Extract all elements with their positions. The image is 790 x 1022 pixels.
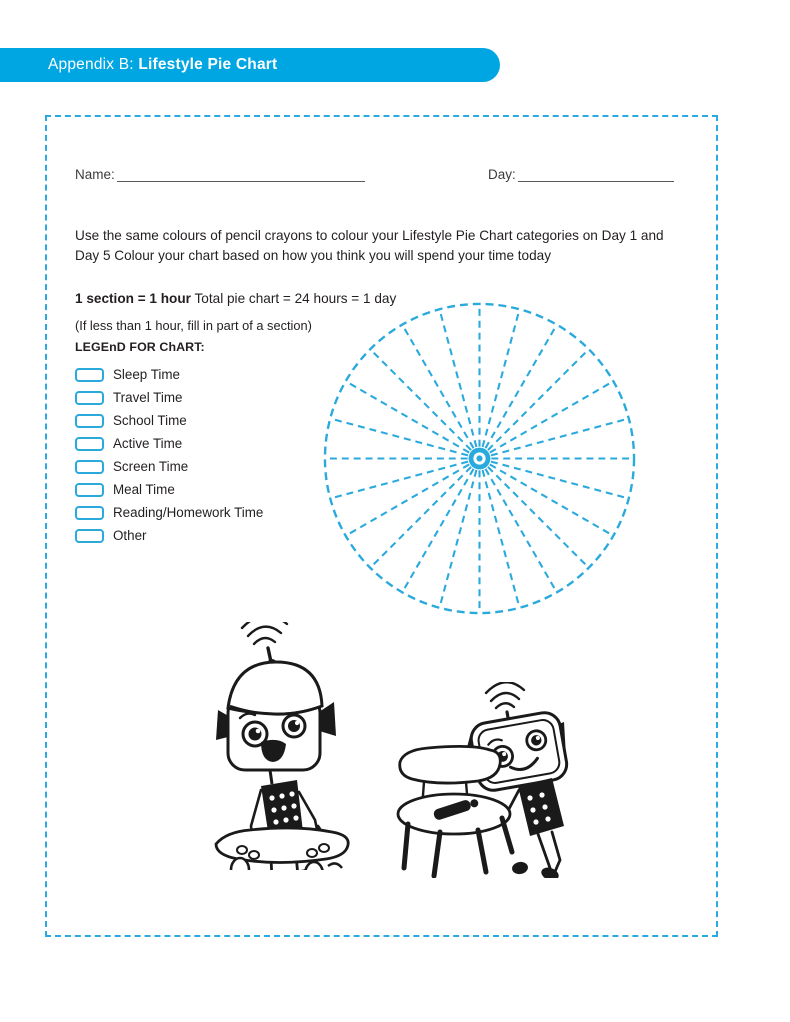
legend-item-other[interactable] <box>75 524 325 547</box>
legend-item-travel-time[interactable] <box>75 386 325 409</box>
pie-chart-section-divider <box>347 382 480 459</box>
robot-with-chair-and-remote-illustration <box>392 682 588 878</box>
legend-item-reading-homework-time[interactable] <box>75 501 325 524</box>
legend-list <box>75 363 325 547</box>
pie-chart-hub-center <box>476 455 482 461</box>
name-field[interactable] <box>75 167 365 182</box>
legend-item-label: School Time <box>113 413 187 428</box>
legend-item-label: Reading/Homework Time <box>113 505 264 520</box>
header-title <box>48 56 277 74</box>
student-info-row <box>75 160 685 182</box>
pie-chart-svg[interactable] <box>321 300 638 617</box>
pie-chart-section-divider <box>480 459 613 536</box>
legend-colour-box[interactable] <box>75 391 104 405</box>
partial-section-note: (If less than 1 hour, fill in part of a section) <box>75 318 312 333</box>
pie-chart-section-divider <box>480 459 557 592</box>
legend-colour-box[interactable] <box>75 414 104 428</box>
section-equation-bold: 1 section = 1 hour <box>75 291 191 306</box>
pie-chart-section-divider <box>347 459 480 536</box>
name-input-rule[interactable] <box>117 167 365 182</box>
instructions-paragraph: Use the same colours of pencil crayons to colour your Lifestyle Pie Chart categories on Day 1 and Day 5 Colour your chart based on how you think you will spend your time today <box>75 228 664 263</box>
header-prefix: Appendix B: <box>48 56 134 73</box>
legend-colour-box[interactable] <box>75 437 104 451</box>
legend-item-label: Screen Time <box>113 459 189 474</box>
pie-chart-section-divider <box>403 459 480 592</box>
day-field[interactable] <box>488 167 674 182</box>
legend-item-label: Other <box>113 528 147 543</box>
robot-on-skateboard-illustration <box>198 622 366 870</box>
legend-item-active-time[interactable] <box>75 432 325 455</box>
name-label: Name: <box>75 167 115 182</box>
day-label: Day: <box>488 167 516 182</box>
legend-item-sleep-time[interactable] <box>75 363 325 386</box>
pie-chart-section-divider <box>480 459 520 607</box>
header-title-text: Lifestyle Pie Chart <box>138 56 278 73</box>
pie-chart-section-divider <box>440 310 480 458</box>
legend-item-label: Meal Time <box>113 482 175 497</box>
pie-chart-section-divider <box>440 459 480 607</box>
legend-item-meal-time[interactable] <box>75 478 325 501</box>
legend-item-screen-time[interactable] <box>75 455 325 478</box>
legend-item-school-time[interactable] <box>75 409 325 432</box>
pie-chart-section-divider <box>480 459 628 499</box>
legend-colour-box[interactable] <box>75 529 104 543</box>
day-input-rule[interactable] <box>518 167 674 182</box>
legend-colour-box[interactable] <box>75 483 104 497</box>
pie-chart-section-divider <box>480 326 557 459</box>
appendix-header-banner <box>0 48 500 82</box>
pie-chart-section-divider <box>403 326 480 459</box>
legend-colour-box[interactable] <box>75 368 104 382</box>
legend-heading: LEGEnD FOR ChART: <box>75 340 205 354</box>
pie-chart-section-divider <box>331 419 479 459</box>
section-equation-rest: Total pie chart = 24 hours = 1 day <box>190 291 397 306</box>
legend-item-label: Active Time <box>113 436 183 451</box>
lifestyle-pie-chart[interactable] <box>321 300 638 617</box>
pie-chart-section-divider <box>480 382 613 459</box>
pie-chart-section-divider <box>331 459 479 499</box>
legend-item-label: Sleep Time <box>113 367 180 382</box>
legend-colour-box[interactable] <box>75 460 104 474</box>
pie-chart-section-divider <box>480 419 628 459</box>
pie-chart-section-divider <box>480 310 520 458</box>
legend-colour-box[interactable] <box>75 506 104 520</box>
legend-item-label: Travel Time <box>113 390 183 405</box>
